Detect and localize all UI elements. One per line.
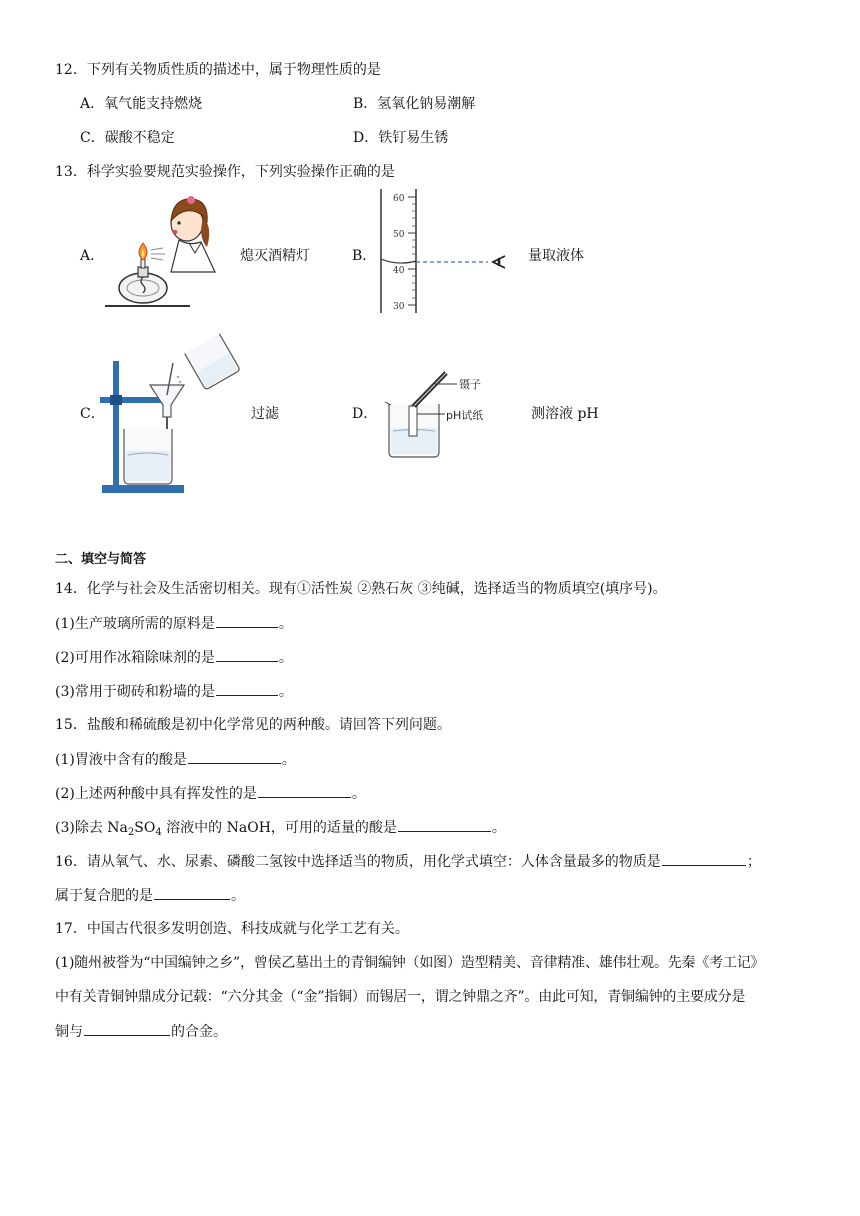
answer-blank[interactable]: [216, 681, 278, 696]
q14-part-3: [55, 681, 293, 702]
answer-blank[interactable]: [188, 749, 281, 764]
option-text: 氧气能支持燃烧: [104, 96, 203, 112]
part-text: (1)胃液中含有的酸是: [55, 752, 187, 768]
period: 。: [231, 888, 245, 904]
option-text: 碳酸不稳定: [104, 130, 175, 146]
period: 。: [281, 752, 296, 768]
part-text: (3)除去 Na: [55, 820, 128, 836]
scale-label-30: 30: [393, 302, 405, 312]
period: 。: [278, 650, 293, 666]
scale-label-50: 50: [393, 230, 405, 240]
q12-option-a[interactable]: [80, 94, 202, 114]
answer-blank[interactable]: [216, 613, 278, 628]
filtration-figure: [100, 333, 240, 498]
option-letter: C．: [80, 130, 105, 146]
q13-option-c-letter[interactable]: C．: [80, 406, 105, 422]
question-15-stem: 15．盐酸和稀硫酸是初中化学常见的两种酸。请回答下列问题。: [55, 717, 451, 733]
q14-part-1: [55, 613, 293, 634]
option-letter: A．: [80, 96, 105, 112]
question-text: 铜与: [55, 1024, 83, 1040]
q13-option-a-letter[interactable]: A．: [80, 248, 105, 264]
answer-blank[interactable]: [154, 885, 230, 900]
q13-option-c-caption: 过滤: [251, 406, 279, 422]
period: 。: [491, 820, 506, 836]
period: 。: [278, 684, 293, 700]
scale-label-60: 60: [393, 194, 405, 204]
answer-blank[interactable]: [84, 1021, 170, 1036]
ph-paper-label: pH试纸: [446, 409, 484, 422]
question-17-stem: 17．中国古代很多发明创造、科技成就与化学工艺有关。: [55, 921, 409, 937]
q12-option-d[interactable]: [353, 128, 448, 148]
q15-part-3: [55, 817, 506, 838]
part-text: SO: [134, 820, 156, 836]
part-text: (1)生产玻璃所需的原料是: [55, 616, 215, 632]
tweezers-label: 镊子: [459, 378, 481, 391]
question-text: 16．请从氧气、水、尿素、磷酸二氢铵中选择适当的物质，用化学式填空：人体含量最多的物质是: [55, 854, 661, 870]
part-text: (3)常用于砌砖和粉墙的是: [55, 684, 215, 700]
answer-blank[interactable]: [662, 851, 746, 866]
scale-label-40: 40: [393, 266, 405, 276]
q12-option-b[interactable]: [353, 94, 475, 114]
option-letter: D．: [353, 130, 379, 146]
q13-option-b-letter[interactable]: B．: [352, 248, 377, 264]
option-letter: B．: [353, 96, 378, 112]
option-text: 铁钉易生锈: [378, 130, 449, 146]
subscript: 2: [127, 827, 135, 838]
q14-part-2: [55, 647, 293, 668]
option-text: 氢氧化钠易潮解: [377, 96, 476, 112]
subscript: 4: [155, 827, 162, 838]
part-text: (2)可用作冰箱除味剂的是: [55, 650, 215, 666]
question-text: 属于复合肥的是: [55, 888, 153, 904]
q13-option-d-letter[interactable]: D．: [352, 406, 378, 422]
q12-option-c[interactable]: [80, 128, 175, 148]
q13-option-d-caption: 测溶液 pH: [531, 406, 599, 422]
question-text: 的合金。: [171, 1024, 227, 1040]
ph-test-figure: [375, 368, 500, 460]
question-16-line-2: [55, 885, 245, 906]
question-17-line-3: [55, 1021, 227, 1042]
question-16-line-1: [55, 851, 761, 872]
section-title: 二、填空与简答: [55, 552, 147, 567]
alcohol-lamp-figure: [105, 195, 230, 310]
question-17-line-2: 中有关青铜钟鼎成分记载：“六分其金（“金”指铜）而锡居一，谓之钟鼎之齐”。由此可知，青铜编钟的主要成分是: [55, 989, 746, 1005]
question-14-stem: 14．化学与社会及生活密切相关。现有①活性炭 ②熟石灰 ③纯碱，选择适当的物质填空(填序号)。: [55, 581, 667, 597]
part-text: (2)上述两种酸中具有挥发性的是: [55, 786, 257, 802]
measuring-cylinder-figure: [375, 185, 525, 317]
semicolon: ；: [746, 854, 761, 870]
question-12-stem: 12．下列有关物质性质的描述中，属于物理性质的是: [55, 62, 381, 78]
q15-part-1: [55, 749, 296, 770]
question-17-line-1: (1)随州被誉为“中国编钟之乡”，曾侯乙墓出土的青铜编钟（如图）造型精美、音律精准、雄伟壮观。先秦《考工记》: [55, 955, 765, 971]
q15-part-2: [55, 783, 366, 804]
answer-blank[interactable]: [398, 817, 491, 832]
part-text: 溶液中的 NaOH，可用的适量的酸是: [161, 820, 397, 836]
period: 。: [351, 786, 366, 802]
answer-blank[interactable]: [216, 647, 278, 662]
q13-option-b-caption: 量取液体: [528, 248, 584, 264]
q13-option-a-caption: 熄灭酒精灯: [240, 248, 310, 264]
answer-blank[interactable]: [258, 783, 351, 798]
question-13-stem: 13．科学实验要规范实验操作，下列实验操作正确的是: [55, 164, 395, 180]
period: 。: [278, 616, 293, 632]
